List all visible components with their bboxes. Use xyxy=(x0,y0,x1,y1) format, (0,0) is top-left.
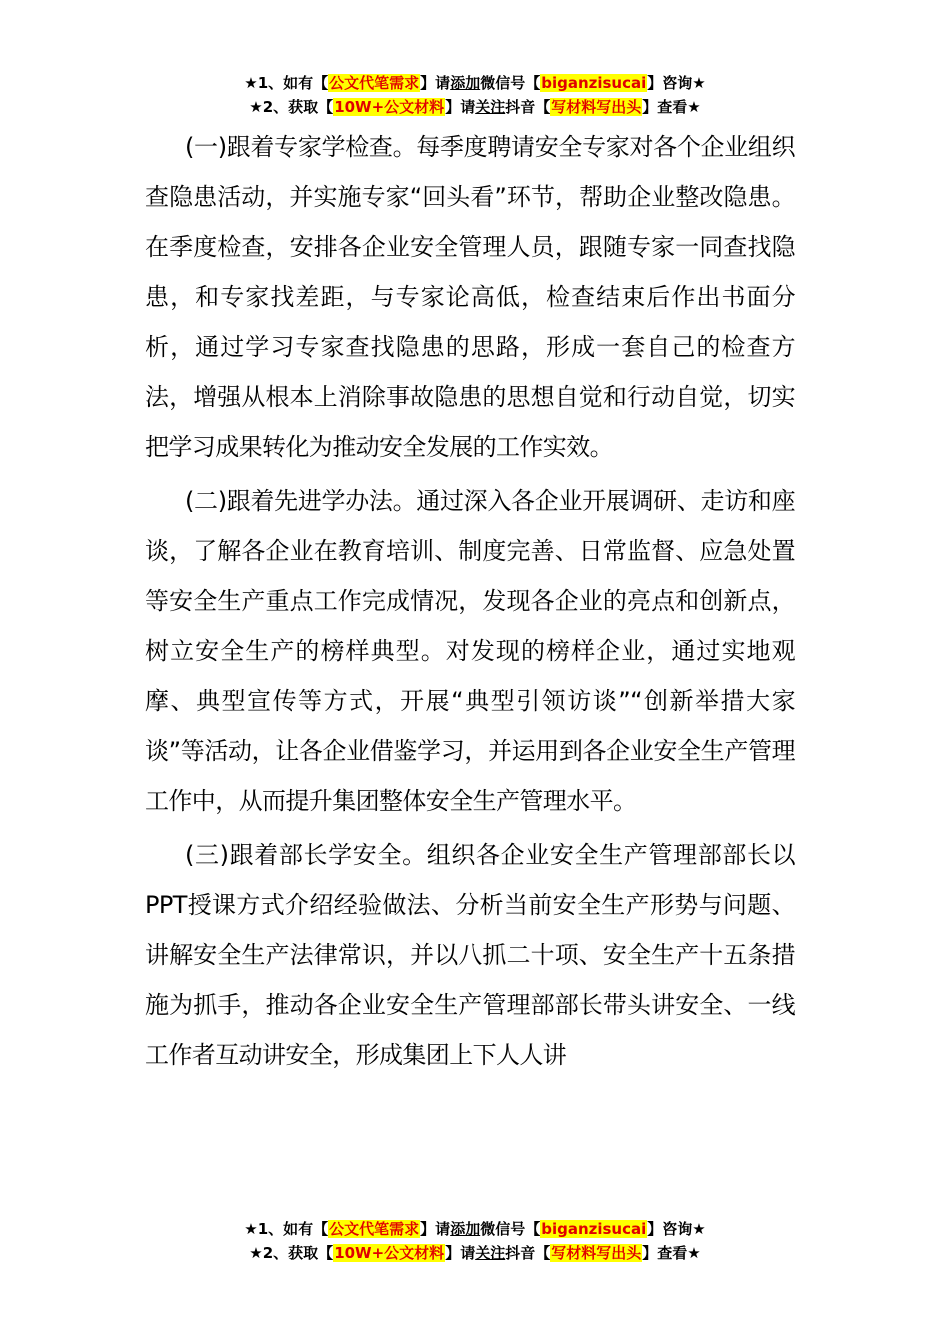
paragraph-1: (一)跟着专家学检查。每季度聘请安全专家对各个企业组织查隐患活动，并实施专家“回头看”环节，帮助企业整改隐患。在季度检查，安排各企业安全管理人员，跟随专家一同查找隐患，和专家找差距，与专家论高低，检查结束后作出书面分析，通过学习专家查找隐患的思路，形成一套自己的检查方法，增强从根本上消除事故隐患的思想自觉和行动自觉，切实把学习成果转化为推动安全发展的工作实效。 xyxy=(145,133,795,461)
banner-text: 抖音【 xyxy=(505,1244,551,1262)
star-icon: ★ xyxy=(249,98,263,116)
banner-text: 微信号【 xyxy=(480,74,541,92)
banner-text: 】咨询★ xyxy=(647,74,706,92)
star-icon: ★ xyxy=(244,1220,258,1238)
banner-underlined: 关注 xyxy=(475,98,506,116)
banner-text: 2、获取【 xyxy=(262,1244,334,1262)
banner-text: 】查看★ xyxy=(642,1244,701,1262)
banner-highlight: 10W+公文材料 xyxy=(334,1244,445,1262)
banner-line1-prefix: 1、如有【 xyxy=(257,74,329,92)
banner-highlight: 10W+公文材料 xyxy=(334,98,445,116)
banner-text: 】请 xyxy=(445,1244,476,1262)
banner-douyin-account: 写材料写出头 xyxy=(551,98,642,116)
banner-underlined: 添加 xyxy=(450,1220,481,1238)
banner-highlight: 公文代笔需求 xyxy=(329,1220,420,1238)
banner-highlight: 公文代笔需求 xyxy=(329,74,420,92)
banner-text: 2、获取【 xyxy=(262,98,334,116)
star-icon: ★ xyxy=(244,74,258,92)
banner-underlined: 关注 xyxy=(475,1244,506,1262)
banner-text: 1、如有【 xyxy=(257,1220,329,1238)
paragraph-2: (二)跟着先进学办法。通过深入各企业开展调研、走访和座谈，了解各企业在教育培训、制度完善、日常监督、应急处置等安全生产重点工作完成情况，发现各企业的亮点和创新点，树立安全生产的榜样典型。对发现的榜样企业，通过实地观摩、典型宣传等方式，开展“典型引领访谈”“创新举措大家谈”等活动，让各企业借鉴学习，并运用到各企业安全生产管理工作中，从而提升集团整体安全生产管理水平。 xyxy=(145,487,795,815)
paragraph-3: (三)跟着部长学安全。组织各企业安全生产管理部部长以PPT授课方式介绍经验做法、分析当前安全生产形势与问题、讲解安全生产法律常识，并以八抓二十项、安全生产十五条措施为抓手，推动各企业安全生产管理部部长带头讲安全、一线工作者互动讲安全，形成集团上下人人讲 xyxy=(145,841,795,1069)
banner-line-1 xyxy=(0,72,950,96)
banner-wechat-id: biganzisucai xyxy=(541,1220,647,1238)
banner-underlined: 添加 xyxy=(450,74,481,92)
header-banner xyxy=(0,72,950,120)
banner-text: 抖音【 xyxy=(505,98,551,116)
banner-text: 微信号【 xyxy=(480,1220,541,1238)
banner-text: 】咨询★ xyxy=(647,1220,706,1238)
banner-text: 】请 xyxy=(420,1220,451,1238)
banner-text: 】请 xyxy=(420,74,451,92)
banner-line-2 xyxy=(0,96,950,120)
banner-text: 】请 xyxy=(445,98,476,116)
footer-banner xyxy=(0,1218,950,1266)
banner-line-2 xyxy=(0,1242,950,1266)
banner-douyin-account: 写材料写出头 xyxy=(551,1244,642,1262)
document-body xyxy=(145,122,795,1084)
banner-line-1 xyxy=(0,1218,950,1242)
banner-wechat-id: biganzisucai xyxy=(541,74,647,92)
star-icon: ★ xyxy=(249,1244,263,1262)
banner-text: 】查看★ xyxy=(642,98,701,116)
